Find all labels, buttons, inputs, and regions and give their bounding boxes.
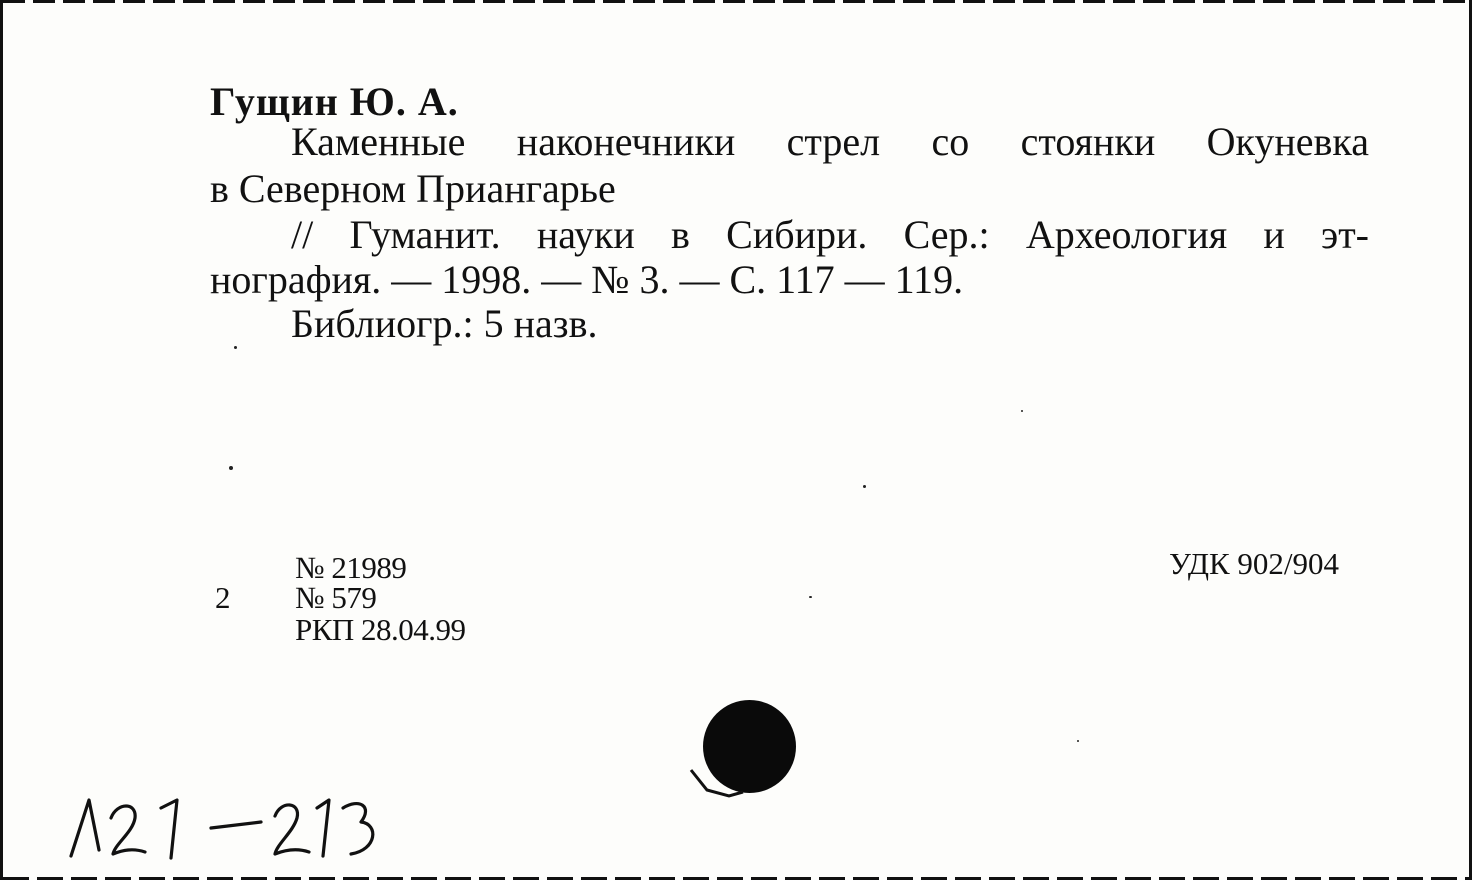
- scan-speck: [1021, 410, 1023, 412]
- card-top-edge: [3, 0, 1472, 3]
- title-line-1: Каменные наконечники стрел со стоянки Окуневка: [291, 119, 1369, 164]
- handwritten-shelf-code: [61, 778, 381, 868]
- author-name: Гущин Ю. А.: [210, 79, 459, 124]
- registration-number-2: № 579: [295, 580, 377, 615]
- copies-count: 2: [215, 580, 231, 615]
- udk-code: УДК 902/904: [1169, 546, 1340, 581]
- bibliography-note: Библиогр.: 5 назв.: [291, 301, 598, 346]
- scan-speck: [809, 596, 812, 598]
- source-line-2: нография. — 1998. — № 3. — С. 117 — 119.: [210, 257, 964, 302]
- punch-hole-tear-mark: [687, 762, 747, 802]
- title-line-2: в Северном Приангарье: [210, 166, 616, 211]
- scan-speck: [863, 485, 866, 488]
- registration-number-1: № 21989: [295, 550, 407, 585]
- scan-speck: [234, 346, 237, 349]
- rkp-date: РКП 28.04.99: [295, 612, 466, 647]
- scan-speck: [1077, 740, 1079, 742]
- scan-speck: [229, 466, 233, 470]
- source-line-1: // Гуманит. науки в Сибири. Сер.: Археология и эт-: [291, 212, 1369, 257]
